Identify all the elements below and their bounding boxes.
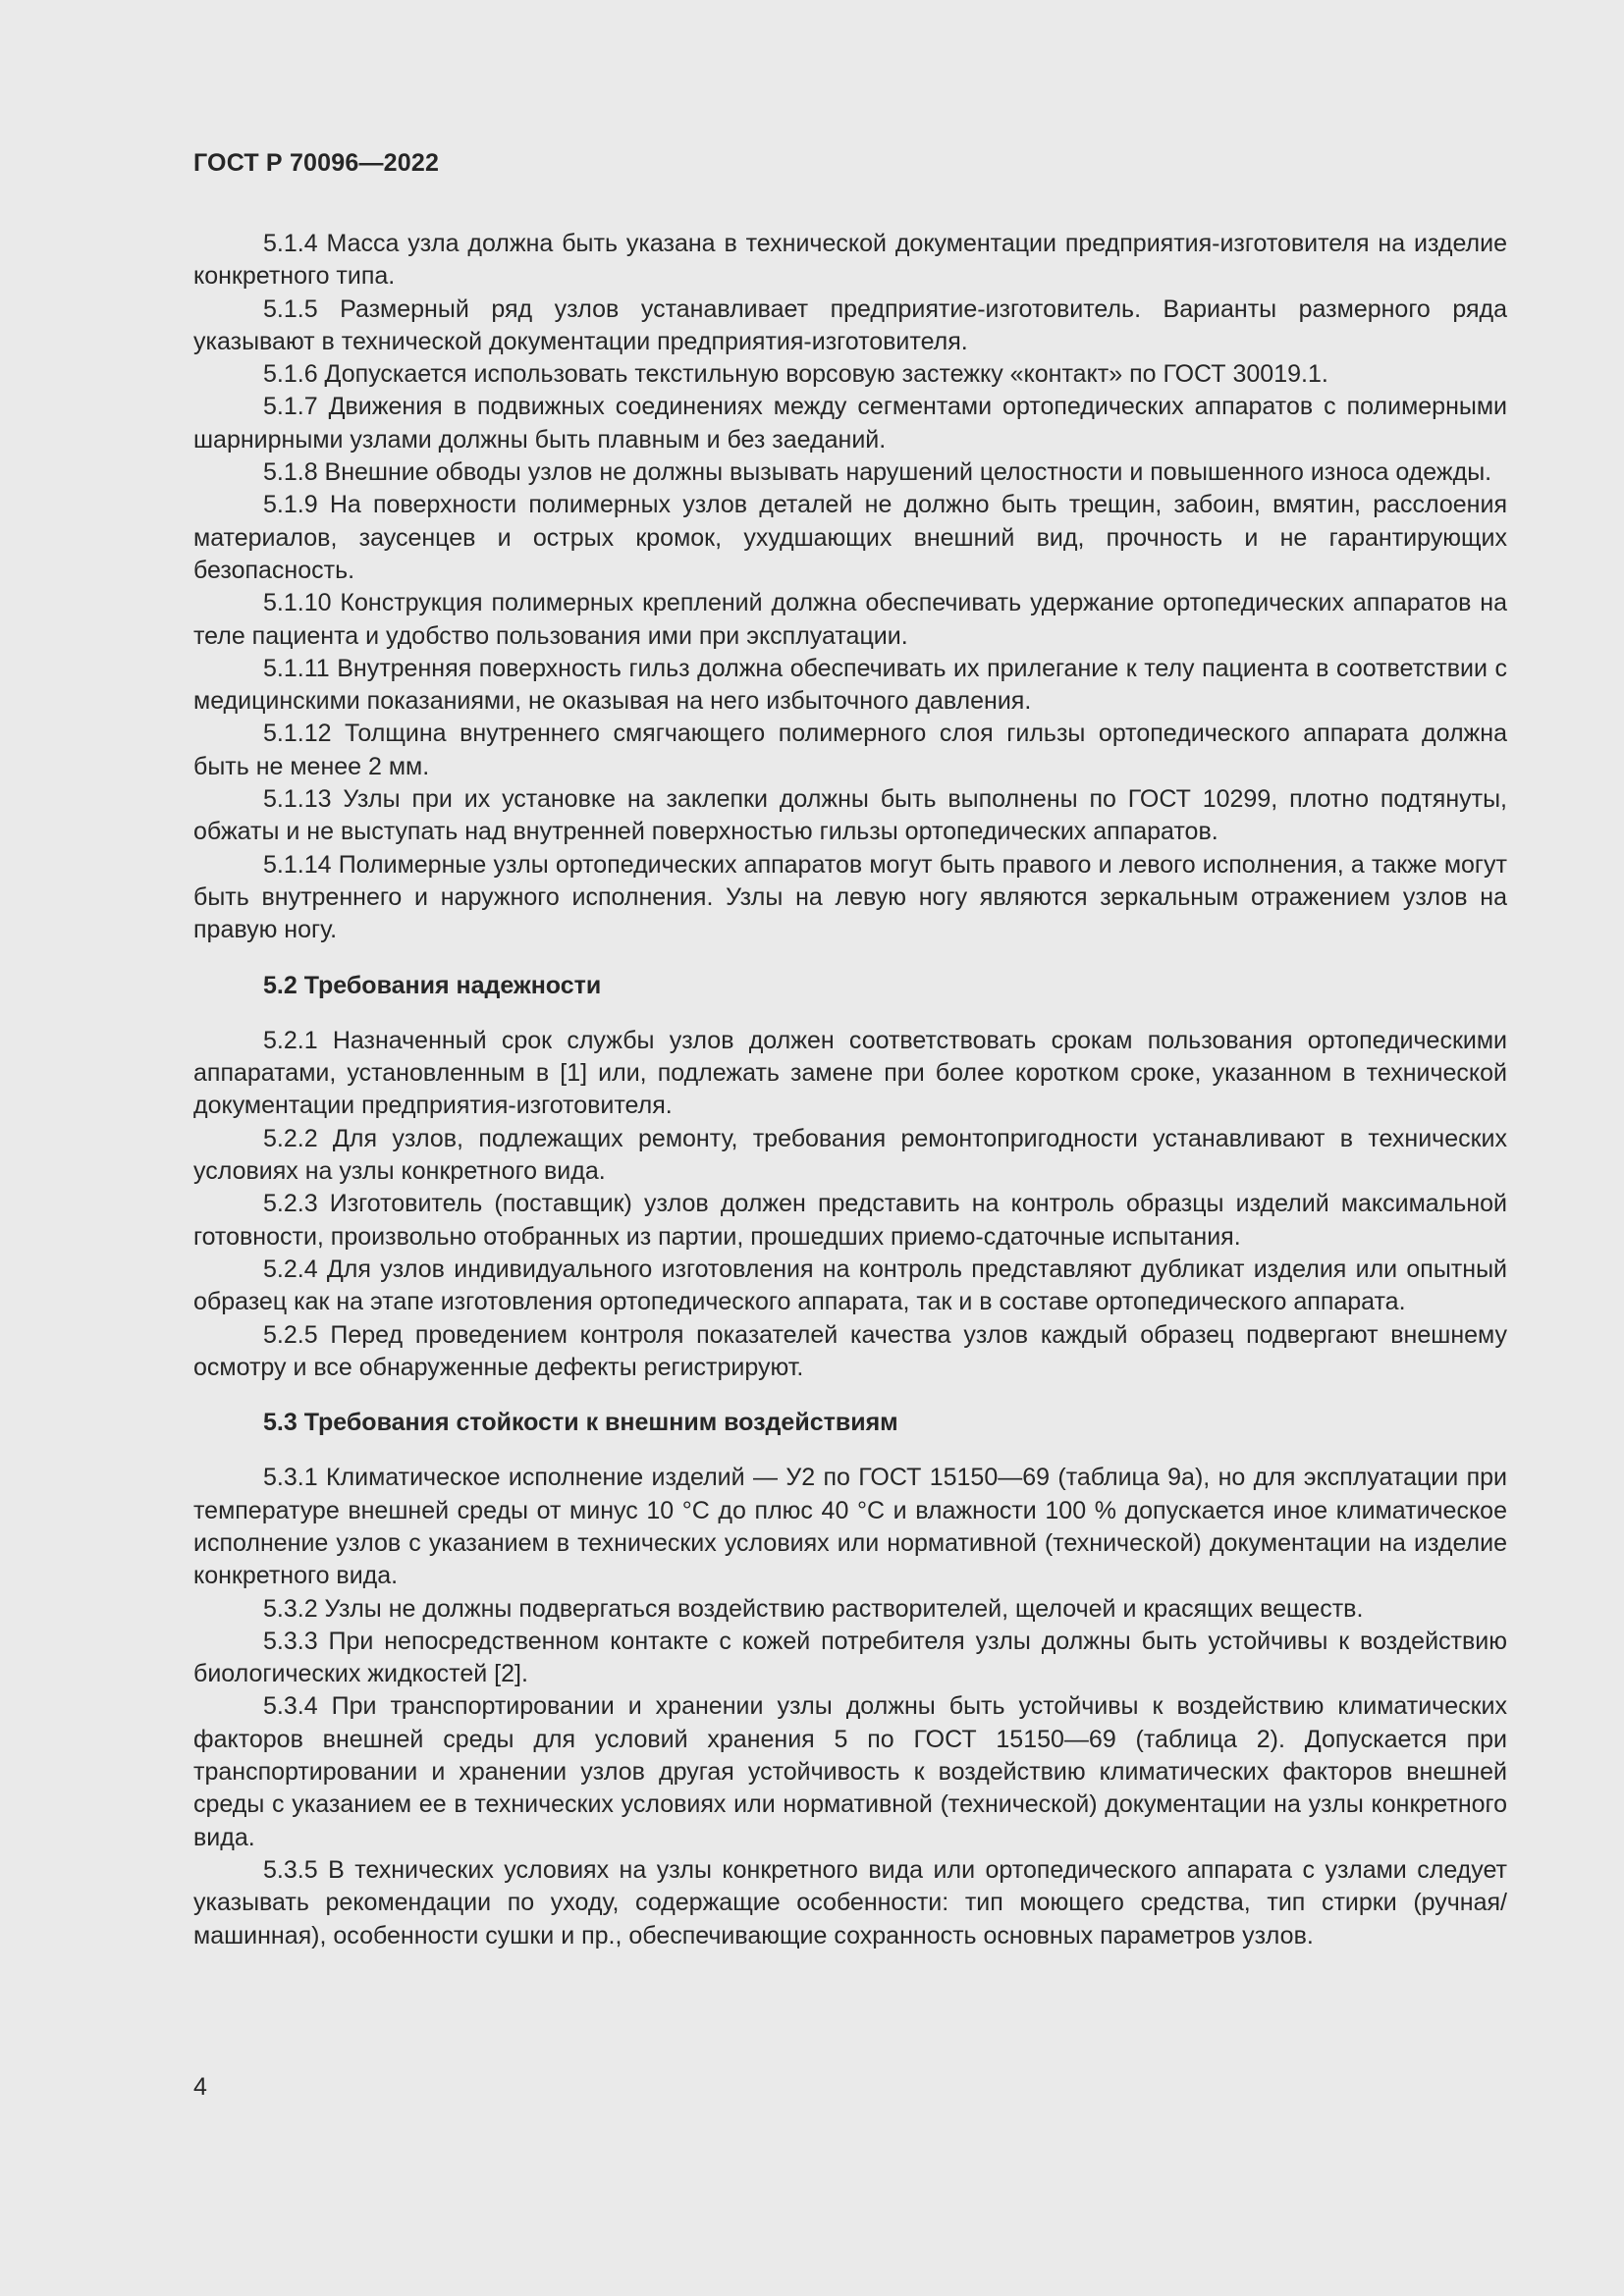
paragraph-5-3-2: 5.3.2 Узлы не должны подвергаться воздействию растворителей, щелочей и красящих веществ. — [263, 1594, 1364, 1623]
document-body — [193, 228, 1507, 1952]
paragraph-5-2-4: 5.2.4 Для узлов индивидуального изготовления на контроль представляют дубликат изделия или опытный образец как на этапе изготовления ортопедического аппарата, так и в составе ортопедического аппарата. — [193, 1255, 1507, 1316]
paragraph-5-3-4: 5.3.4 При транспортировании и хранении узлы должны быть устойчивы к воздействию климатических факторов внешней среды для условий хранения 5 по ГОСТ 15150—69 (таблица 2). Допускается при транспортировании и хранении узлов другая устойчивость к воздействию климатических факторов внешней среды с указанием ее в технических условиях или нормативной (технической) документации на узлы конкретного вида. — [193, 1692, 1507, 1851]
paragraph-5-1-6: 5.1.6 Допускается использовать текстильную ворсовую застежку «контакт» по ГОСТ 30019.1. — [263, 360, 1328, 389]
document-header: ГОСТ Р 70096—2022 — [193, 149, 440, 177]
paragraph-5-1-14: 5.1.14 Полимерные узлы ортопедических аппаратов могут быть правого и левого исполнения, а также могут быть внутреннего и наружного исполнения. Узлы на левую ногу являются зеркальным отражением узлов на правую ногу. — [193, 850, 1507, 944]
paragraph-5-2-3: 5.2.3 Изготовитель (поставщик) узлов должен представить на контроль образцы изделий максимальной готовности, произвольно отобранных из партии, прошедших приемо-сдаточные испытания. — [193, 1190, 1507, 1251]
paragraph-5-1-8: 5.1.8 Внешние обводы узлов не должны вызывать нарушений целостности и повышенного износа одежды. — [263, 458, 1492, 487]
paragraph-5-2-2: 5.2.2 Для узлов, подлежащих ремонту, требования ремонтопригодности устанавливают в технических условиях на узлы конкретного вида. — [193, 1124, 1507, 1186]
paragraph-5-1-9: 5.1.9 На поверхности полимерных узлов деталей не должно быть трещин, забоин, вмятин, расслоения материалов, заусенцев и острых кромок, ухудшающих внешний вид, прочность и не гарантирующих безопасность. — [193, 491, 1507, 584]
section-heading-5-3: 5.3 Требования стойкости к внешним воздействиям — [263, 1409, 898, 1437]
paragraph-5-2-5: 5.2.5 Перед проведением контроля показателей качества узлов каждый образец подвергают внешнему осмотру и все обнаруженные дефекты регистрируют. — [193, 1320, 1507, 1381]
paragraph-5-1-13: 5.1.13 Узлы при их установке на заклепки должны быть выполнены по ГОСТ 10299, плотно подтянуты, обжаты и не выступать над внутренней поверхностью гильзы ортопедических аппаратов. — [193, 785, 1507, 846]
section-heading-5-2: 5.2 Требования надежности — [263, 971, 602, 999]
section-5-3 — [193, 1407, 1507, 1952]
paragraph-5-3-5: 5.3.5 В технических условиях на узлы конкретного вида или ортопедического аппарата с узлами следует указывать рекомендации по уходу, содержащие особенности: тип моющего средства, тип стирки (ручная/машинная), особенности сушки и пр., обеспечивающие сохранность основных параметров узлов. — [193, 1855, 1507, 1949]
paragraph-5-1-10: 5.1.10 Конструкция полимерных креплений должна обеспечивать удержание ортопедических аппаратов на теле пациента и удобство пользования ими при эксплуатации. — [193, 589, 1507, 650]
paragraph-5-1-5: 5.1.5 Размерный ряд узлов устанавливает предприятие-изготовитель. Варианты размерного ряда указывают в технической документации предприятия-изготовителя. — [193, 294, 1507, 355]
paragraph-5-1-11: 5.1.11 Внутренняя поверхность гильз должна обеспечивать их прилегание к телу пациента в соответствии с медицинскими показаниями, не оказывая на него избыточного давления. — [193, 654, 1507, 716]
paragraph-5-1-12: 5.1.12 Толщина внутреннего смягчающего полимерного слоя гильзы ортопедического аппарата должна быть не менее 2 мм. — [193, 720, 1507, 780]
paragraph-5-3-1: 5.3.1 Климатическое исполнение изделий — У2 по ГОСТ 15150—69 (таблица 9а), но для эксплуатации при температуре внешней среды от минус 10 °С до плюс 40 °С и влажности 100 % допускается иное климатическое исполнение узлов с указанием в технических условиях или нормативной (технической) документации на изделие конкретного вида. — [193, 1464, 1507, 1590]
page-number: 4 — [193, 2073, 207, 2101]
paragraph-5-2-1: 5.2.1 Назначенный срок службы узлов должен соответствовать срокам пользования ортопедическими аппаратами, установленным в [1] или, подлежать замене при более коротком сроке, указанном в технической документации предприятия-изготовителя. — [193, 1026, 1507, 1120]
paragraph-5-1-7: 5.1.7 Движения в подвижных соединениях между сегментами ортопедических аппаратов с полимерными шарнирными узлами должны быть плавным и без заеданий. — [193, 393, 1507, 454]
paragraph-5-1-4: 5.1.4 Масса узла должна быть указана в технической документации предприятия-изготовителя на изделие конкретного типа. — [193, 230, 1507, 291]
section-5-1 — [193, 228, 1507, 947]
section-5-2 — [193, 970, 1507, 1385]
paragraph-5-3-3: 5.3.3 При непосредственном контакте с кожей потребителя узлы должны быть устойчивы к воздействию биологических жидкостей [2]. — [193, 1627, 1507, 1688]
